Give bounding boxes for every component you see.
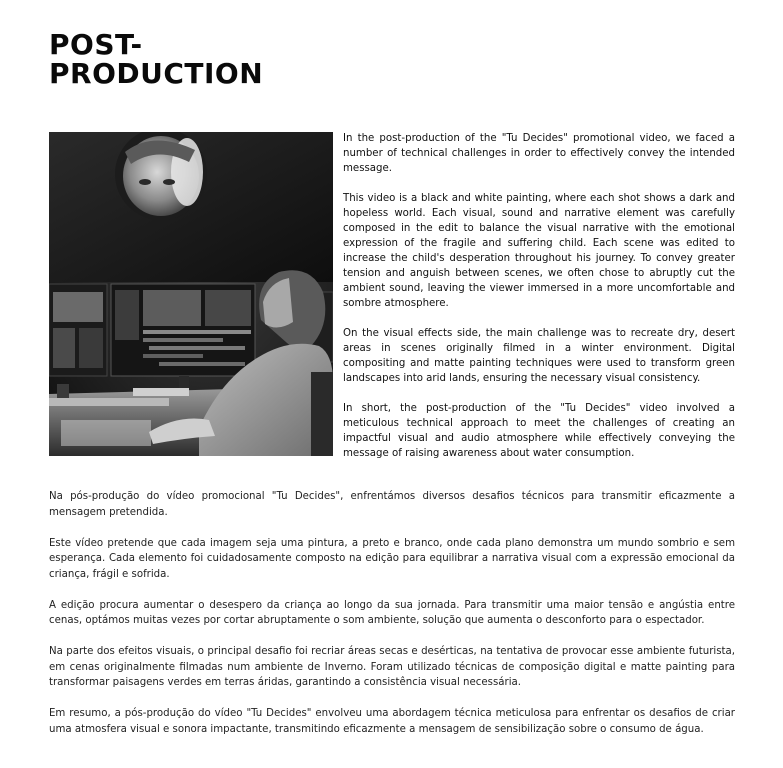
english-description [343, 131, 735, 476]
editing-workstation-photo [49, 132, 333, 456]
portuguese-description [49, 489, 735, 753]
portuguese-paragraph: A edição procura aumentar o desespero da criança ao longo da sua jornada. Para transmitir uma maior tensão e angústia entre cenas, optámos muitas vezes por cortar abruptamente o som ambiente, solução que aumenta o desconforto para o espectador. [49, 599, 735, 626]
portuguese-paragraph: Na pós-produção do vídeo promocional "Tu Decides", enfrentámos diversos desafios técnicos para transmitir eficazmente a mensagem pretendida. [49, 491, 735, 518]
english-paragraph: This video is a black and white painting, where each shot shows a dark and hopeless world. Each visual, sound and narrative element was carefully composed in the edit to balance the visual narrative with the emotional expression of the fragile and suffering child. Each scene was edited to increase the child's desperation throughout his journey. To convey greater tension and anguish between scenes, we often chose to abruptly cut the ambient sound, leaving the viewer immersed in a more uncomfortable and sombre atmosphere. [343, 193, 735, 309]
page-title-line-1: POST- [49, 28, 143, 61]
portuguese-paragraph: Este vídeo pretende que cada imagem seja uma pintura, a preto e branco, onde cada plano demonstra um mundo sombrio e sem esperança. Cada elemento foi cuidadosamente composto na edição para equilibrar a narrativa visual com a expressão emocional da criança, frágil e sofrida. [49, 537, 735, 580]
english-paragraph: In the post-production of the "Tu Decides" promotional video, we faced a number of technical challenges in order to effectively convey the intended message. [343, 133, 735, 174]
english-paragraph: In short, the post-production of the "Tu Decides" video involved a meticulous technical approach to meet the challenges of creating an impactful visual and audio atmosphere while effectively conveying the message of raising awareness about water consumption. [343, 403, 735, 459]
portuguese-paragraph: Em resumo, a pós-produção do vídeo "Tu Decides" envolveu uma abordagem técnica meticulosa para enfrentar os desafios de criar uma atmosfera visual e sonora impactante, transmitindo eficazmente a mensagem de sensibilização sobre o consumo de água. [49, 708, 735, 735]
page-title-line-2: PRODUCTION [49, 57, 264, 90]
page-title [49, 30, 263, 88]
english-paragraph: On the visual effects side, the main challenge was to recreate dry, desert areas in scenes originally filmed in a winter environment. Digital compositing and matte painting techniques were used to transform green landscapes into arid lands, ensuring the necessary visual consistency. [343, 328, 735, 384]
portuguese-paragraph: Na parte dos efeitos visuais, o principal desafio foi recriar áreas secas e desérticas, na tentativa de provocar esse ambiente futurista, em cenas originalmente filmadas num ambiente de Inverno. Foram utilizado técnicas de composição digital e matte painting para transformar paisagens verdes em terras áridas, garantindo a consistência visual necessária. [49, 646, 735, 688]
